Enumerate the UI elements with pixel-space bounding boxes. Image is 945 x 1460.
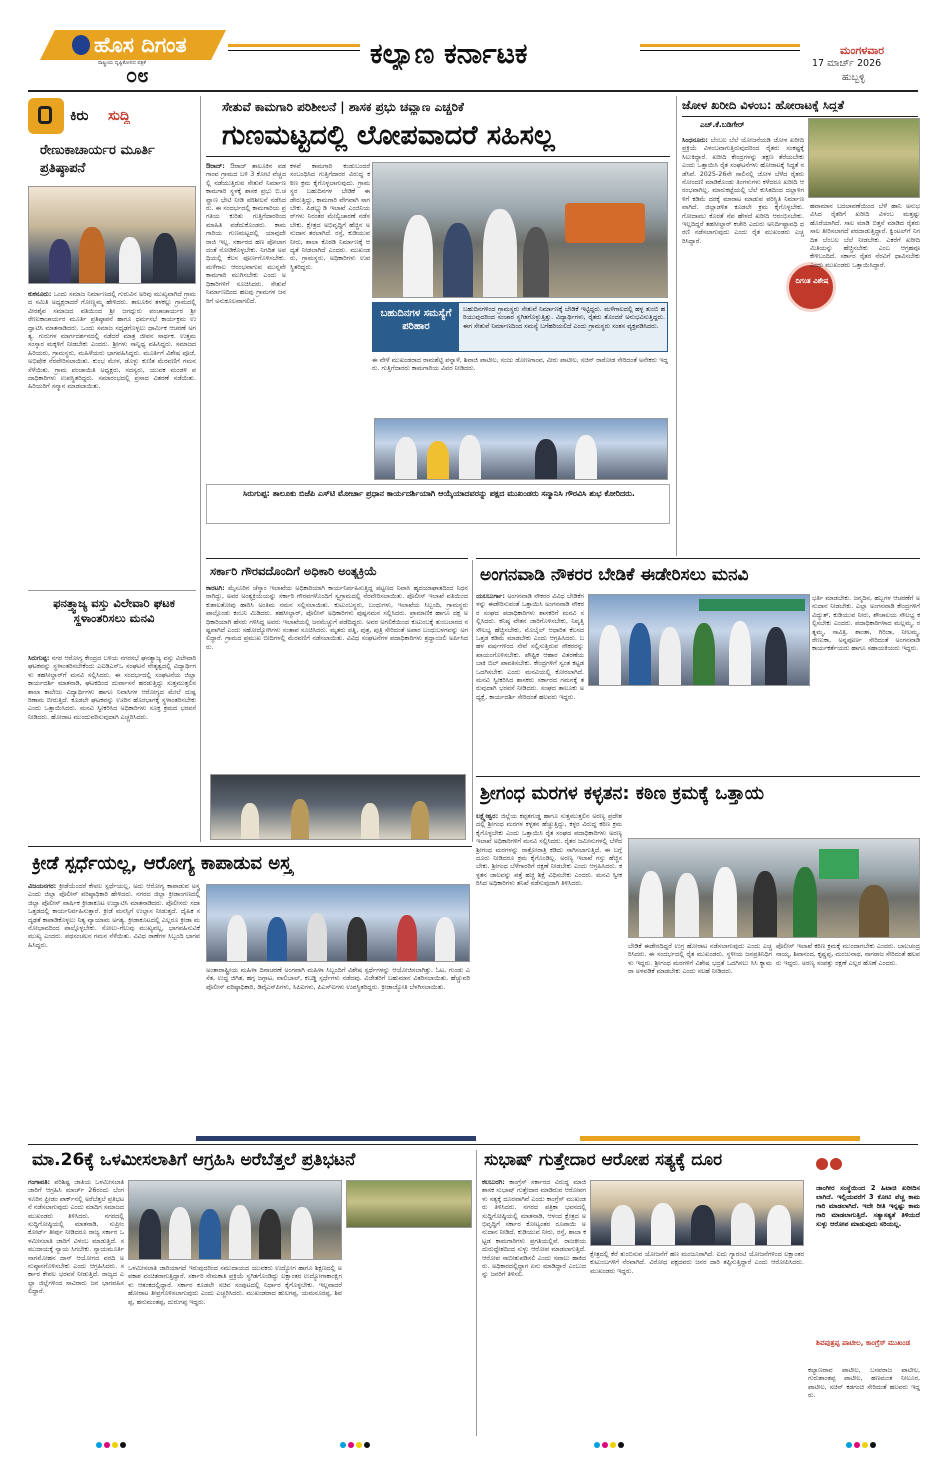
anganwadi-headline: ಅಂಗನವಾಡಿ ನೌಕರರ ಬೇಡಿಕೆ ಈಡೇರಿಸಲು ಮನವಿ <box>480 565 749 585</box>
registration-marks-center-left <box>340 1442 370 1448</box>
brief-label-post: ಸುದ್ದಿ <box>108 108 131 124</box>
subhash-body-col2: ಕ್ಷೇತ್ರದಲ್ಲಿ ಕೆರೆ ತುಂಬಿಸುವ ಯೋಜನೆಗೆ ಹಣ ಮಂಜೂರಾಗಿದೆ. ಐದು ಗ್ಯಾರಂಟಿ ಯೋಜನೆಗಳಿಂದ ಲಕ್ಷಾಂತರ ಕುಟುಂಬಗಳಿಗೆ ನೆರವಾಗಿದೆ. ವಿರೋಧ ಪಕ್ಷದವರು ಜನರ ದಾರಿ ತಪ್ಪಿಸುತ್ತಿದ್ದಾರೆ ಎಂದು ಆರೋಪಿಸಿದರು. ಮುಖಂಡರು ಇದ್ದರು. <box>590 1250 804 1275</box>
brief-headline: ರೇಣುಕಾಚಾರ್ಯರ ಮೂರ್ತಿ ಪ್ರತಿಷ್ಠಾಪನೆ <box>40 143 155 176</box>
sports-body-col2: ಅಂತಾರಾಷ್ಟ್ರೀಯ ಮಹಿಳಾ ದಿನಾಚರಣೆ ಅಂಗವಾಗಿ ಮಹಿಳಾ ಸಿಬ್ಬಂದಿಗೆ ವಿಶೇಷ ಸ್ಪರ್ಧೆಗಳನ್ನು ಆಯೋಜಿಸಲಾಗಿತ್ತು. ಓಟ, ಗುಂಡು ಎಸೆತ, ಉದ್ದ ಜಿಗಿತ, ಹಗ್ಗ ಜಗ್ಗಾಟ, ವಾಲಿಬಾಲ್, ಕಬಡ್ಡಿ ಸ್ಪರ್ಧೆಗಳು ನಡೆದವು. ವಿಜೇತರಿಗೆ ಬಹುಮಾನ ವಿತರಿಸಲಾಯಿತು. ಹೆಚ್ಚುವರಿ ಪೊಲೀಸ್ ವರಿಷ್ಠಾಧಿಕಾರಿ, ಡಿವೈಎಸ್‌ಪಿಗಳು, ಸಿಪಿಐಗಳು, ಪಿಎಸ್‌ಐಗಳು ಉಪಸ್ಥಿತರಿದ್ದರು. ಕ್ರೀಡಾಜ್ಯೋತಿ ಬೆಳಗಿಸಲಾಯಿತು. <box>206 966 470 991</box>
sports-body-text: ಕ್ರೀಡೆಯೆಂದರೆ ಕೇವಲ ಸ್ಪರ್ಧೆಯಲ್ಲ, ಅದು ಆರೋಗ್ಯ ಕಾಪಾಡುವ ಅಸ್ತ್ರ ಎಂದು ಜಿಲ್ಲಾ ಪೊಲೀಸ್ ವರಿಷ್ಠಾಧಿಕಾರಿ ಹೇಳಿದರು. ನಗರದ ಜಿಲ್ಲಾ ಕ್ರೀಡಾಂಗಣದಲ್ಲಿ ಜಿಲ್ಲಾ ಪೊಲೀಸ್ ವಾರ್ಷಿಕ ಕ್ರೀಡಾಕೂಟ ಉದ್ಘಾಟಿಸಿ ಮಾತನಾಡಿದರು. ಪೊಲೀಸರು ಸದಾ ಒತ್ತಡದಲ್ಲಿ ಕಾರ್ಯನಿರ್ವಹಿಸುತ್ತಾರೆ. ಕ್ರೀಡೆ ಮನಸ್ಸಿಗೆ ಉಲ್ಲಾಸ ನೀಡುತ್ತದೆ. ದೈಹಿಕ ಸದೃಢತೆ ಕಾಪಾಡಿಕೊಳ್ಳಲು ನಿತ್ಯ ವ್ಯಾಯಾಮ ಅಗತ್ಯ. ಕ್ರೀಡಾಕೂಟದಲ್ಲಿ ಎಲ್ಲರೂ ಕ್ರೀಡಾ ಮನೋಭಾವದಿಂದ ಪಾಲ್ಗೊಳ್ಳಬೇಕು. ಸೋಲು-ಗೆಲುವು ಮುಖ್ಯವಲ್ಲ, ಭಾಗವಹಿಸುವಿಕೆ ಮುಖ್ಯ ಎಂದರು. ಪಥಸಂಚಲನ ಗಮನ ಸೆಳೆಯಿತು. ವಿವಿಧ ಠಾಣೆಗಳ ಸಿಬ್ಬಂದಿ ಭಾಗವಹಿಸಿದ್ದರು. <box>28 882 200 949</box>
issue-date: 17 ಮಾರ್ಚ್ 2026 <box>812 58 882 69</box>
officer-body-text: ಮೈಸೂರಿನ ಚೆಸ್ಕಾಂ ಇಲಾಖೆಯ ಅಧಿಕಾರಿಯಾಗಿ ಕಾರ್ಯನಿರ್ವಹಿಸುತ್ತಿದ್ದ ಪಟ್ಟಣದ ನಿವಾಸಿ ಹೃದಯಾಘಾತದಿಂದ ನಿಧನರಾಗಿದ್ದು, ಅವರ ಅಂತ್ಯಕ್ರಿಯೆಯನ್ನು ಸರ್ಕಾರಿ ಗೌರವಗಳೊಂದಿಗೆ ಸ್ವಗ್ರಾಮದಲ್ಲಿ ನೆರವೇರಿಸಲಾಯಿತು. ಪೊಲೀಸ್ ಇಲಾಖೆ ವತಿಯಿಂದ ಕುಶಾಲತೋಪು ಹಾರಿಸಿ ಅಂತಿಮ ನಮನ ಸಲ್ಲಿಸಲಾಯಿತು. ಕುಟುಂಬಸ್ಥರು, ಬಂಧುಗಳು, ಇಲಾಖೆಯ ಸಿಬ್ಬಂದಿ, ಗ್ರಾಮಸ್ಥರು ಪಾಲ್ಗೊಂಡು ಕಂಬನಿ ಮಿಡಿದರು. ತಹಸೀಲ್ದಾರ್, ಪೊಲೀಸ್ ಅಧಿಕಾರಿಗಳು ಪುಷ್ಪನಮನ ಸಲ್ಲಿಸಿದರು. ಪ್ರಾಮಾಣಿಕ ಹಾಗೂ ದಕ್ಷ ಅಧಿಕಾರಿಯಾಗಿ ಹೆಸರು ಗಳಿಸಿದ್ದ ಅವರು ಇಲಾಖೆಯಲ್ಲಿ ಜನಮೆಚ್ಚುಗೆ ಪಡೆದಿದ್ದರು. ಅವರ ಅಗಲಿಕೆಯಿಂದ ಕುಟುಂಬಕ್ಕೆ ತುಂಬಲಾರದ ನಷ್ಟವಾಗಿದೆ ಎಂದು ಸಹೋದ್ಯೋಗಿಗಳು ಸಂತಾಪ ಸೂಚಿಸಿದರು. ಮೃತರು ಪತ್ನಿ, ಪುತ್ರ, ಪುತ್ರಿ ಸೇರಿದಂತೆ ಅಪಾರ ಬಂಧುಬಳಗವನ್ನು ಅಗಲಿದ್ದಾರೆ. ಗ್ರಾಮದ ಪ್ರಮುಖ ಬೀದಿಗಳಲ್ಲಿ ಮೆರವಣಿಗೆ ನಡೆಸಲಾಯಿತು. ವಿವಿಧ ಸಂಘಟನೆಗಳ ಪದಾಧಿಕಾರಿಗಳು ಶ್ರದ್ಧಾಂಜಲಿ ಅರ್ಪಿಸಿದರು. <box>206 584 468 651</box>
sandalwood-headline: ಶ್ರೀಗಂಧ ಮರಗಳ ಕಳ್ಳತನ: ಕಠಿಣ ಕ್ರಮಕ್ಕೆ ಒತ್ತಾಯ <box>480 783 765 804</box>
lead-body-1: ಔರಾದ್ ತಾಲೂಕಿನ ವಡಗಾಂವ ಗ್ರಾಮದ ಬಳಿ 3 ಕೋಟಿ ವೆಚ್ಚದಲ್ಲಿ ನಡೆಯುತ್ತಿರುವ ಸೇತುವೆ ನಿರ್ಮಾಣ ಕಾಮಗಾರಿ ಸ್ಥಳಕ್ಕೆ ಶಾಸಕ ಪ್ರಭು ಬಿ.ಚವ್ಹಾಣ ಭೇಟಿ ನೀಡಿ ಪರಿಶೀಲನೆ ನಡೆಸಿದರು. ಈ ಸಂದರ್ಭದಲ್ಲಿ ಕಾಮಗಾರಿಯ ಪ್ರಗತಿಯ ಕುರಿತು ಗುತ್ತಿಗೆದಾರರಿಂದ ಮಾಹಿತಿ ಪಡೆದುಕೊಂಡರು. ಕಾಮಗಾರಿಯ ಗುಣಮಟ್ಟದಲ್ಲಿ ಯಾವುದೇ ರಾಜಿ ಇಲ್ಲ. ಸರ್ಕಾರದ ಹಣ ಪೋಲಾಗದಂತೆ ನೋಡಿಕೊಳ್ಳಬೇಕು. ನಿಗದಿತ ಅವಧಿಯಲ್ಲಿ ಕೆಲಸ ಪೂರ್ಣಗೊಳಿಸಬೇಕು. ಮಳೆಗಾಲ ಆರಂಭವಾಗುವ ಮುನ್ನವೇ ಕಾಮಗಾರಿ ಮುಗಿಸಬೇಕು ಎಂದು ಅಧಿಕಾರಿಗಳಿಗೆ ಸೂಚಿಸಿದರು. ಸೇತುವೆ ನಿರ್ಮಾಣದಿಂದ ಹಲವು ಗ್ರಾಮಗಳ ಜನರಿಗೆ ಅನುಕೂಲವಾಗಲಿದೆ. <box>206 162 286 305</box>
masthead-right-rule <box>640 44 800 47</box>
brief2-text: ನಗರ ಆರೋಗ್ಯ ಕೇಂದ್ರದ ಬಳಿಯ ನಗರಸಭೆ ಘನತ್ಯಾಜ್ಯ ವಸ್ತು ವಿಲೇವಾರಿ ಘಟಕವನ್ನು ಸ್ಥಳಾಂತರಿಸಬೇಕೆಂದು ಎಐಡಿಎಸ್‌ಒ ಸಂಘಟನೆ ನೇತೃತ್ವದಲ್ಲಿ ವಿದ್ಯಾರ್ಥಿಗಳು ತಹಸೀಲ್ದಾರ್‌ಗೆ ಮನವಿ ಸಲ್ಲಿಸಿದರು. ಈ ಸಂದರ್ಭದಲ್ಲಿ ಸಂಘಟನೆಯ ಜಿಲ್ಲಾ ಕಾರ್ಯದರ್ಶಿ ಮಾತನಾಡಿ, ಘಟಕದಿಂದ ದುರ್ವಾಸನೆ ಹರಡುತ್ತಿದ್ದು ಸುತ್ತಮುತ್ತಲಿನ ಶಾಲಾ ಕಾಲೇಜು ವಿದ್ಯಾರ್ಥಿಗಳು ಹಾಗೂ ನಿವಾಸಿಗಳ ಆರೋಗ್ಯದ ಮೇಲೆ ದುಷ್ಪರಿಣಾಮ ಬೀರುತ್ತಿದೆ. ಕೂಡಲೇ ಘಟಕವನ್ನು ಊರಿನ ಹೊರಭಾಗಕ್ಕೆ ಸ್ಥಳಾಂತರಿಸಬೇಕು ಎಂದು ಒತ್ತಾಯಿಸಿದರು. ಮನವಿ ಸ್ವೀಕರಿಸಿದ ಅಧಿಕಾರಿಗಳು ಸೂಕ್ತ ಕ್ರಮದ ಭರವಸೆ ನೀಡಿದರು. ಹೋರಾಟ ಮುಂದುವರಿಸುವುದಾಗಿ ಎಚ್ಚರಿಸಿದರು. <box>28 654 196 721</box>
masthead-left-rule <box>228 44 360 47</box>
bottom-accent-left <box>196 1136 476 1141</box>
reservation-body <box>28 1178 124 1436</box>
reservation-side-photo <box>346 1180 472 1228</box>
registration-marks-left <box>96 1442 126 1448</box>
brief2-headline: ಫನತ್ತ್ವಾಜ್ಯ ವಸ್ತು ವಿಲೇವಾರಿ ಘಟಕ ಸ್ಥಳಾಂತರಿಸಲು ಮನವಿ <box>53 596 175 625</box>
lead-body-col2: ಕಳಪೆ ಕಾಮಗಾರಿ ಕಂಡುಬಂದರೆ ಸಂಬಂಧಿಸಿದ ಗುತ್ತಿಗೆದಾರರ ವಿರುದ್ಧ ಕಠಿಣ ಕ್ರಮ ಕೈಗೊಳ್ಳಲಾಗುವುದು. ಗ್ರಾಮಸ್ಥರ ಬಹುದಿನಗಳ ಬೇಡಿಕೆ ಈಡೇರುತ್ತಿದ್ದು, ಕಾಮಗಾರಿ ವೇಗವಾಗಿ ಸಾಗಬೇಕು. ಪಿಡಬ್ಲ್ಯುಡಿ ಇಲಾಖೆ ಎಂಜಿನಿಯರ್‌ಗಳು ನಿರಂತರ ಮೇಲ್ವಿಚಾರಣೆ ನಡೆಸಬೇಕು. ಕ್ಷೇತ್ರದ ಅಭಿವೃದ್ಧಿಗೆ ಹೆಚ್ಚಿನ ಅನುದಾನ ತರಲಾಗಿದೆ. ರಸ್ತೆ, ಕುಡಿಯುವ ನೀರು, ಶಾಲಾ ಕೊಠಡಿ ನಿರ್ಮಾಣಕ್ಕೆ ಆದ್ಯತೆ ನೀಡಲಾಗಿದೆ ಎಂದರು. ಮುಖಂಡರು, ಗ್ರಾಮಸ್ಥರು, ಅಧಿಕಾರಿಗಳು ಉಪಸ್ಥಿತರಿದ್ದರು. <box>290 162 370 271</box>
lead-kicker: ಸೇತುವೆ ಕಾಮಗಾರಿ ಪರಿಶೀಲನೆ | ಶಾಸಕ ಪ್ರಭು ಚವ್ಹಾಣ ಎಚ್ಚರಿಕೆ <box>222 100 464 114</box>
lead-headline: ಗುಣಮಟ್ಟದಲ್ಲಿ ಲೋಪವಾದರೆ ಸಹಿಸಲ್ಲ <box>222 120 555 151</box>
sandalwood-body-col2: ಬೇಡಿಕೆ ಈಡೇರದಿದ್ದರೆ ಉಗ್ರ ಹೋರಾಟ ನಡೆಸಲಾಗುವುದು ಎಂದು ಎಚ್ಚರಿಸಿದರು. ಈ ಸಂದರ್ಭದಲ್ಲಿ ರೈತ ಮುಖಂಡರು, ಸ್ಥಳೀಯ ಜನಪ್ರತಿನಿಧಿಗಳು ಇದ್ದರು. ಶ್ರೀಗಂಧ ಮರಗಳಿಗೆ ವಿಶೇಷ ಭದ್ರತೆ ಒದಗಿಸಲು ಸಿಸಿ ಕ್ಯಾಮರಾ ಅಳವಡಿಕೆ ಮಾಡಬೇಕು ಎಂದು ಸಲಹೆ ನೀಡಿದರು. <box>628 942 772 976</box>
sandalwood-photo <box>628 838 920 938</box>
officer-dateline: ಕಾರಟಗಿ: <box>206 584 225 592</box>
center-right-rule <box>676 96 677 556</box>
anganwadi-body-col2: ಭರ್ತಿ ಮಾಡಬೇಕು. ಜನ್ಮದಿನ, ಹಬ್ಬಗಳ ಆಚರಣೆಗೆ ಅನುದಾನ ನೀಡಬೇಕು. ಎಲ್ಲಾ ಅಂಗನವಾಡಿ ಕೇಂದ್ರಗಳಿಗೆ ವಿದ್ಯುತ್, ಕುಡಿಯುವ ನೀರು, ಶೌಚಾಲಯ ಸೌಲಭ್ಯ ಕಲ್ಪಿಸಬೇಕು ಎಂದರು. ಪದಾಧಿಕಾರಿಗಳಾದ ಮಲ್ಲಮ್ಮ, ರತ್ನಮ್ಮ, ಸಾವಿತ್ರಿ, ಶಾಂತಾ, ಗಿರಿಜಾ, ನೀಲಮ್ಮ, ರೇಣುಕಾ, ಅನ್ನಪೂರ್ಣ ಸೇರಿದಂತೆ ಅಂಗನವಾಡಿ ಕಾರ್ಯಕರ್ತೆಯರು ಹಾಗೂ ಸಹಾಯಕಿಯರು ಇದ್ದರು. <box>812 594 920 653</box>
sandalwood-body <box>476 812 622 1128</box>
lamp-icon <box>72 35 90 55</box>
lead-body-col1 <box>206 162 286 480</box>
jowar-byline: ಎಚ್.ಕೆ.ಬಡಿಗೇರ್ <box>700 120 745 129</box>
lead-inset-body: ಬಹುದಿನಗಳಿಂದ ಗ್ರಾಮಸ್ಥರು ಸೇತುವೆ ನಿರ್ಮಾಣಕ್ಕೆ ಬೇಡಿಕೆ ಇಟ್ಟಿದ್ದರು. ಮಳೆಗಾಲದಲ್ಲಿ ಹಳ್ಳ ತುಂಬಿ ಹರಿಯುವುದರಿಂದ ಸಂಚಾರ ಸ್ಥಗಿತಗೊಳ್ಳುತ್ತಿತ್ತು. ವಿದ್ಯಾರ್ಥಿಗಳು, ರೈತರು ತೊಂದರೆ ಅನುಭವಿಸುತ್ತಿದ್ದರು. ಈಗ ಸೇತುವೆ ನಿರ್ಮಾಣದಿಂದ ಸಮಸ್ಯೆ ಬಗೆಹರಿಯಲಿದೆ ಎಂದು ಗ್ರಾಮಸ್ಥರು ಸಂತಸ ವ್ಯಕ್ತಪಡಿಸಿದರು. <box>463 305 665 330</box>
reservation-body-text: ಪರಿಶಿಷ್ಟ ಜಾತಿಯ ಒಳಮೀಸಲಾತಿ ಜಾರಿಗೆ ಆಗ್ರಹಿಸಿ ಮಾರ್ಚ್ 26ರಂದು ಬೆಂಗಳೂರಿನ ಫ್ರೀಡಂ ಪಾರ್ಕ್‌ನಲ್ಲಿ ಅರೆಬೆತ್ತಲೆ ಪ್ರತಿಭಟನೆ ನಡೆಸಲಾಗುವುದು ಎಂದು ಮಾದಿಗ ಸಮಾಜದ ಮುಖಂಡರು ತಿಳಿಸಿದರು. ನಗರದಲ್ಲಿ ಸುದ್ದಿಗೋಷ್ಠಿಯಲ್ಲಿ ಮಾತನಾಡಿ, ಸುಪ್ರೀಂ ಕೋರ್ಟ್ ತೀರ್ಪು ನೀಡಿದರೂ ರಾಜ್ಯ ಸರ್ಕಾರ ಒಳಮೀಸಲಾತಿ ಜಾರಿಗೆ ವಿಳಂಬ ಮಾಡುತ್ತಿದೆ. ಸಮುದಾಯಕ್ಕೆ ನ್ಯಾಯ ಸಿಗಬೇಕು. ನ್ಯಾಯಮೂರ್ತಿ ನಾಗಮೋಹನ ದಾಸ್ ಆಯೋಗದ ವರದಿ ಅನುಷ್ಠಾನಗೊಳಿಸಬೇಕು ಎಂದು ಆಗ್ರಹಿಸಿದರು. ಸರ್ಕಾರ ಕೇವಲ ಭರವಸೆ ನೀಡುತ್ತಿದೆ. ರಾಜ್ಯದ ಎಲ್ಲಾ ಜಿಲ್ಲೆಗಳಿಂದ ಸಾವಿರಾರು ಜನ ಭಾಗವಹಿಸಲಿದ್ದಾರೆ. <box>28 1178 124 1296</box>
brief-label-block <box>28 96 198 136</box>
jowar-body-col2: ಹವಾಮಾನ ಬದಲಾವಣೆಯಿಂದ ಬೆಳೆ ಹಾನಿ ಅನುಭವಿಸಿದ ರೈತರಿಗೆ ಖರೀದಿ ವಿಳಂಬ ಮತ್ತಷ್ಟು ಹೊರೆಯಾಗಿದೆ. ಸಾಲ ಮಾಡಿ ಬಿತ್ತನೆ ಮಾಡಿದ ರೈತರು ಸಾಲ ತೀರಿಸಲಾಗದೆ ಪರದಾಡುತ್ತಿದ್ದಾರೆ. ಕ್ವಿಂಟಲ್‌ಗೆ ನಿಗದಿತ ಬೆಂಬಲ ಬೆಲೆ ನೀಡಬೇಕು. ಎಕರೆಗೆ ಖರೀದಿ ಮಿತಿಯನ್ನು ಹೆಚ್ಚಿಸಬೇಕು ಎಂಬ ಆಗ್ರಹವೂ ಕೇಳಿಬಂದಿದೆ. ಸರ್ಕಾರ ರೈತರ ನೆರವಿಗೆ ಧಾವಿಸಬೇಕು ಎಂದು ಮುಖಂಡರು ಒತ್ತಾಯಿಸಿದ್ದಾರೆ. <box>810 202 920 269</box>
officer-photo <box>210 774 466 840</box>
sports-dateline: ವಿಜಯನಗರ: <box>28 882 57 890</box>
masthead-tagline: ರಾಷ್ಟ್ರೀಯ ದೃಷ್ಟಿಕೋನದ ಪತ್ರಿಕೆ <box>98 60 146 66</box>
reservation-body-col2: ಒಳಮೀಸಲಾತಿ ಜಾರಿಯಾಗದೆ ಇರುವುದರಿಂದ ಸಮುದಾಯದ ಯುವಕರು ಉದ್ಯೋಗ ಹಾಗೂ ಶಿಕ್ಷಣದಲ್ಲಿ ಅವಕಾಶ ವಂಚಿತರಾಗುತ್ತಿದ್ದಾರೆ. ಸರ್ಕಾರಿ ನೇಮಕಾತಿ ಪ್ರಕ್ರಿಯೆ ಸ್ಥಗಿತಗೊಂಡಿದ್ದು ಲಕ್ಷಾಂತರ ಉದ್ಯೋಗಾಕಾಂಕ್ಷಿಗಳು ಆತಂಕದಲ್ಲಿದ್ದಾರೆ. ಸರ್ಕಾರ ಕೂಡಲೇ ಸಚಿವ ಸಂಪುಟದಲ್ಲಿ ನಿರ್ಧಾರ ಕೈಗೊಳ್ಳಬೇಕು. ಇಲ್ಲವಾದರೆ ಹೋರಾಟ ತೀವ್ರಗೊಳಿಸಲಾಗುವುದು ಎಂದು ಎಚ್ಚರಿಸಿದರು. ಮುಖಂಡರಾದ ಹುಲಗಪ್ಪ, ಯಮನೂರಪ್ಪ, ಶಿವಪ್ಪ, ಹನುಮಂತಪ್ಪ, ದುರುಗಪ್ಪ ಇದ್ದರು. <box>128 1264 342 1306</box>
masthead-bottom-rule <box>28 90 918 92</box>
masthead-right-rule-2 <box>640 50 800 51</box>
quote-icon <box>816 1158 844 1180</box>
sports-photo <box>206 884 470 962</box>
masthead-logo-block <box>28 30 228 86</box>
sandalwood-body-col3: ಪೊಲೀಸ್ ಇಲಾಖೆ ಕಠಿಣ ಕ್ರಮಕ್ಕೆ ಮುಂದಾಗಬೇಕು ಎಂದರು. ಬಾಲಚಂದ್ರ ನಾಯ್ಕ, ಶಿವಾನಂದ, ಕೃಷ್ಣಪ್ಪ, ಮಂಜುನಾಥ, ನಾಗರಾಜ ಸೇರಿದಂತೆ ಹಲವರು ಇದ್ದರು. ಅರಣ್ಯ ಸಂಪತ್ತು ರಕ್ಷಣೆ ಎಲ್ಲರ ಹೊಣೆ ಎಂದರು. <box>776 942 920 967</box>
lead-inset-title-box <box>372 302 458 352</box>
officer-body <box>206 584 468 770</box>
brief-photo <box>28 186 196 284</box>
anganwadi-top-rule <box>476 558 920 559</box>
lead-body-col3: ಈ ವೇಳೆ ಮುಖಂಡರಾದ ರಾಮಶೆಟ್ಟಿ ಪನ್ನಾಳೆ, ಶಿವಾಜಿ ಪಾಟೀಲ, ಸಂಜು ಡೋಣಗಾಂವ, ವೀರು ಪಾಟೀಲ, ಸಚಿನ್ ರಾಠೋಡ ಸೇರಿದಂತೆ ಅನೇಕರು ಇದ್ದರು. ಗುತ್ತಿಗೆದಾರರು ಕಾಮಗಾರಿಯ ವಿವರ ನೀಡಿದರು. <box>372 356 668 373</box>
masthead <box>0 0 945 92</box>
section-title: ಕಲ್ಯಾಣ ಕರ್ನಾಟಕ <box>370 38 528 70</box>
excavator-shape <box>565 203 645 243</box>
lead-caption: ಸಿರುಗುಪ್ಪ: ತಾಲೂಕು ಬಿಜೆಪಿ ಎಸ್‌ಟಿ ಮೋರ್ಚಾ ಪ್ರಧಾನ ಕಾರ್ಯದರ್ಶಿಯಾಗಿ ಆಯ್ಕೆಯಾದವರನ್ನು ಪಕ್ಷದ ಮುಖಂಡರು ಸನ್ಮಾನಿಸಿ ಗೌರವಿಸಿ ಶುಭ ಕೋರಿದರು. <box>243 489 635 498</box>
anganwadi-body <box>476 592 584 788</box>
lead-caption-box <box>206 484 670 524</box>
subhash-quote-name: ಶಿವಪುತ್ರಪ್ಪ ಪಾಟೀಲ, ಕಾಂಗ್ರೆಸ್ ಮುಖಂಡ <box>816 1338 911 1347</box>
subhash-photo <box>590 1180 804 1246</box>
lead-inset-title: ಬಹುದಿನಗಳ ಸಮಸ್ಯೆಗೆ ಪರಿಹಾರ <box>380 308 452 332</box>
subhash-body-col3: ಕಲ್ಯಾಣರಾವ ಪಾಟೀಲ, ಬಸವರಾಜ ಪಾಟೀಲ, ಗುರುಶಾಂತಪ್ಪ ಪಾಟೀಲ, ಹಣಮಂತ ನೀಲೂರ, ಪಾಟೀಲ, ಸಚಿನ್ ಕಡಗಂಚಿ ಸೇರಿದಂತೆ ಹಲವರು ಇದ್ದರು. <box>808 1366 920 1400</box>
brief-label-pre: ಕಿರು <box>70 108 89 124</box>
masthead-logo-text: ಹೊಸ ದಿಗಂತ <box>94 33 187 57</box>
anganwadi-photo <box>588 594 810 686</box>
brief-body <box>28 290 196 586</box>
caption-photo <box>374 418 668 480</box>
left-column-rule <box>200 96 201 842</box>
anganwadi-body-text: ಅಂಗನವಾಡಿ ನೌಕರರ ವಿವಿಧ ಬೇಡಿಕೆಗಳನ್ನು ಈಡೇರಿಸುವಂತೆ ಒತ್ತಾಯಿಸಿ ಅಂಗನವಾಡಿ ನೌಕರರ ಸಂಘದ ಪದಾಧಿಕಾರಿಗಳು ಶಾಸಕರಿಗೆ ಮನವಿ ಸಲ್ಲಿಸಿದರು. ಕನಿಷ್ಠ ವೇತನ ಜಾರಿಗೊಳಿಸಬೇಕು, ನಿವೃತ್ತಿ ಸೌಲಭ್ಯ ಹೆಚ್ಚಿಸಬೇಕು, ಮೊಬೈಲ್ ಆಧಾರಿತ ಕೆಲಸದ ಒತ್ತಡ ಕಡಿಮೆ ಮಾಡಬೇಕು ಎಂದು ಆಗ್ರಹಿಸಿದರು. ಬಹಳ ವರ್ಷಗಳಿಂದ ಸೇವೆ ಸಲ್ಲಿಸುತ್ತಿರುವ ನೌಕರರನ್ನು ಖಾಯಂಗೊಳಿಸಬೇಕು. ಪೌಷ್ಟಿಕ ಆಹಾರ ವಿತರಣೆಯ ಬಾಕಿ ಬಿಲ್ ಪಾವತಿಸಬೇಕು. ಕೇಂದ್ರಗಳಿಗೆ ಸ್ವಂತ ಕಟ್ಟಡ ಒದಗಿಸಬೇಕು ಎಂದು ಮನವಿಯಲ್ಲಿ ಕೋರಲಾಗಿದೆ. ಮನವಿ ಸ್ವೀಕರಿಸಿದ ಶಾಸಕರು ಸರ್ಕಾರದ ಗಮನಕ್ಕೆ ತರುವುದಾಗಿ ಭರವಸೆ ನೀಡಿದರು. ಸಂಘದ ತಾಲೂಕು ಅಧ್ಯಕ್ಷೆ, ಕಾರ್ಯದರ್ಶಿ ಸೇರಿದಂತೆ ಹಲವರು ಇದ್ದರು. <box>476 592 584 701</box>
page-number: ೦೮ <box>126 64 149 86</box>
brief-dateline: ಕುಕನೂರು: <box>28 290 52 298</box>
brief2-dateline: ಸಿರುಗುಪ್ಪ: <box>28 654 50 662</box>
reservation-dateline: ಗಂಗಾವತಿ: <box>28 1178 51 1186</box>
hand-glyph <box>38 106 52 124</box>
banner-shape <box>699 599 805 611</box>
subhash-headline: ಸುಭಾಷ್ ಗುತ್ತೇದಾರ ಆರೋಪ ಸತ್ಯಕ್ಕೆ ದೂರ <box>484 1150 723 1170</box>
brief-text: ಒಂದು ಸಮಾಜ ನಿರ್ಮಾಣದಲ್ಲಿ ಗುರುವಿನ ಅರಿವು ಮುಖ್ಯವಾಗಿದೆ ಗ್ರಾಮದ ಸಮಿತಿ ಅಧ್ಯಕ್ಷರಾದರೆ ಗೋಣ್ಣಮ್ಮ ಹೇಳಿದರು. ತಾಲೂಕಿನ ತಳಕಲ್ಲು ಗ್ರಾಮದಲ್ಲಿ ವೀರಶೈವ ಸಮಾಜದ ವತಿಯಿಂದ ಶ್ರೀ ಜಗದ್ಗುರು ಪಂಚಾಚಾರ್ಯರ ಶ್ರೀ ರೇಣುಕಾಚಾರ್ಯರ ಮೂರ್ತಿ ಪ್ರತಿಷ್ಠಾಪನೆ ಹಾಗೂ ಧರ್ಮಸಭೆ ಕಾರ್ಯಕ್ರಮ ಉದ್ಘಾಟಿಸಿ ಮಾತನಾಡಿದರು. ಒಂದು ಸಮಾಜ ಸಧೃಢಗೊಳ್ಳಲು ಧಾರ್ಮಿಕ ಆಚರಣೆ ಅಗತ್ಯ. ಗುರುಗಳ ಮಾರ್ಗದರ್ಶನದಲ್ಲಿ ನಡೆದರೆ ಮಾತ್ರ ಜೀವನ ಸಾರ್ಥಕ. ಉತ್ತಮ ಸಂಸ್ಕಾರ ಮಕ್ಕಳಿಗೆ ನೀಡಬೇಕು ಎಂದರು. ಶ್ರೀಗಳು ಸಾನ್ನಿಧ್ಯ ವಹಿಸಿದ್ದರು. ಸಮಾಜದ ಹಿರಿಯರು, ಗ್ರಾಮಸ್ಥರು, ಮಹಿಳೆಯರು ಭಾಗವಹಿಸಿದ್ದರು. ಮೂರ್ತಿಗೆ ವಿಶೇಷ ಪೂಜೆ, ಅಭಿಷೇಕ ನೆರವೇರಿಸಲಾಯಿತು. ಕುಂಭ ಮೇಳ, ಡೊಳ್ಳು ಕುಣಿತ ಮೆರವಣಿಗೆ ಗಮನ ಸೆಳೆಯಿತು. ಗ್ರಾಮ ಪಂಚಾಯಿತಿ ಅಧ್ಯಕ್ಷರು, ಸದಸ್ಯರು, ಯುವಕ ಮಂಡಳಿ ಪದಾಧಿಕಾರಿಗಳು ಉಪಸ್ಥಿತರಿದ್ದರು. ಸಮಾರಂಭದಲ್ಲಿ ಪ್ರಸಾದ ವಿತರಣೆ ನಡೆಯಿತು. ಹಿರಿಯರಿಗೆ ಸನ್ಮಾನ ಮಾಡಲಾಯಿತು. <box>28 290 196 391</box>
subhash-dateline: ಕಲಬುರಗಿ: <box>482 1178 505 1186</box>
jowar-body-text: ಬೆಂಬಲ ಬೆಲೆ ಯೋಜನೆಯಡಿ ಜೋಳ ಖರೀದಿ ಪ್ರಕ್ರಿಯೆ ವಿಳಂಬವಾಗುತ್ತಿರುವುದರಿಂದ ರೈತರು ಸಂಕಷ್ಟಕ್ಕೆ ಸಿಲುಕಿದ್ದಾರೆ. ಖರೀದಿ ಕೇಂದ್ರಗಳನ್ನು ತಕ್ಷಣ ತೆರೆಯಬೇಕು ಎಂದು ಒತ್ತಾಯಿಸಿ ರೈತ ಸಂಘಟನೆಗಳು ಹೋರಾಟಕ್ಕೆ ಸಿದ್ಧತೆ ನಡೆಸಿವೆ. 2025-26ನೇ ಸಾಲಿನಲ್ಲಿ ಜೋಳ ಬೆಳೆದ ರೈತರು ನೋಂದಣಿ ಮಾಡಿಕೊಂಡು ತಿಂಗಳುಗಳು ಕಳೆದರೂ ಖರೀದಿ ಆರಂಭವಾಗಿಲ್ಲ. ಮಾರುಕಟ್ಟೆಯಲ್ಲಿ ಬೆಲೆ ಕುಸಿತದಿಂದ ದಲ್ಲಾಳಿಗಳಿಗೆ ಕಡಿಮೆ ದರಕ್ಕೆ ಮಾರಾಟ ಮಾಡುವ ಪರಿಸ್ಥಿತಿ ನಿರ್ಮಾಣವಾಗಿದೆ. ಜಿಲ್ಲಾಡಳಿತ ಕೂಡಲೇ ಕ್ರಮ ಕೈಗೊಳ್ಳಬೇಕು. ಗೋದಾಮು ಕೊರತೆ ನೆಪ ಹೇಳದೆ ಖರೀದಿ ಆರಂಭಿಸಬೇಕು. ಇಲ್ಲದಿದ್ದರೆ ತಹಸೀಲ್ದಾರ್ ಕಚೇರಿ ಎದುರು ಅನಿರ್ದಿಷ್ಟಾವಧಿ ಧರಣಿ ನಡೆಸಲಾಗುವುದು ಎಂದು ರೈತ ಮುಖಂಡರು ಎಚ್ಚರಿಸಿದ್ದಾರೆ. <box>682 136 804 245</box>
subhash-body-text: ಕಾಂಗ್ರೆಸ್ ಸರ್ಕಾರದ ವಿರುದ್ಧ ಮಾಜಿ ಶಾಸಕ ಸುಭಾಷ್ ಗುತ್ತೇದಾರ ಮಾಡಿರುವ ಆರೋಪಗಳು ಸತ್ಯಕ್ಕೆ ದೂರವಾಗಿವೆ ಎಂದು ಕಾಂಗ್ರೆಸ್ ಮುಖಂಡರು ತಿಳಿಸಿದರು. ನಗರದ ಪತ್ರಿಕಾ ಭವನದಲ್ಲಿ ಸುದ್ದಿಗೋಷ್ಠಿಯಲ್ಲಿ ಮಾತನಾಡಿ, ಆಳಂದ ಕ್ಷೇತ್ರದ ಅಭಿವೃದ್ಧಿಗೆ ಸರ್ಕಾರ ಕೋಟ್ಯಂತರ ರೂಪಾಯಿ ಅನುದಾನ ನೀಡಿದೆ. ಕುಡಿಯುವ ನೀರು, ರಸ್ತೆ, ಶಾಲಾ ಕಟ್ಟಡ ಕಾಮಗಾರಿಗಳು ಪ್ರಗತಿಯಲ್ಲಿವೆ. ರಾಜಕೀಯ ದುರುದ್ದೇಶದಿಂದ ಸುಳ್ಳು ಆರೋಪ ಮಾಡಲಾಗುತ್ತಿದೆ. ಆರೋಪ ಸಾಬೀತುಪಡಿಸಲಿ ಎಂದು ಸವಾಲು ಹಾಕಿದರು. ಅಧಿಕಾರದಲ್ಲಿದ್ದಾಗ ಏನು ಮಾಡಿದ್ದಾರೆ ಎಂಬುದನ್ನು ಜನರಿಗೆ ತಿಳಿಸಲಿ. <box>482 1178 586 1279</box>
jowar-dateline: ಸಿಂಧನೂರು: <box>682 136 708 144</box>
sandalwood-dateline: ಲಕ್ಷ್ಮೇಶ್ವರ: <box>476 812 499 820</box>
sports-headline: ಕ್ರೀಡೆ ಸ್ಪರ್ಧೆಯಲ್ಲ, ಆರೋಗ್ಯ ಕಾಪಾಡುವ ಅಸ್ತ್ರ <box>32 853 292 874</box>
flag-shape <box>819 849 859 879</box>
subhash-quote: ಜಾಂಗೀರ ಸಂಸ್ಥೆಯಿಂದ 2 ಹಿಟಾಚಿ ಖರೀದಿಸಲಾಗಿದೆ. ಇಲ್ಲಿಯವರೆಗೆ 3 ಕೋಟಿ ವೆಚ್ಚ ಕಾಮಗಾರಿ ಮಾಡಲಾಗಿದೆ. ಇದೇ ರೀತಿ ಇನ್ನಷ್ಟು ಕಾಮಗಾರಿ ಮಾಡಲಾಗುತ್ತಿದೆ. ಸತ್ಯಾಸತ್ಯತೆ ತಿಳಿಯದೆ ಸುಳ್ಳು ಆರೋಪ ಮಾಡುವುದು ಸರಿಯಲ್ಲ. <box>816 1184 920 1228</box>
jowar-photo <box>808 118 920 198</box>
sports-top-rule <box>28 846 472 847</box>
reservation-headline: ಮಾ.26ಕ್ಕೆ ಒಳಮೀಸಲಾತಿಗೆ ಆಗ್ರಹಿಸಿ ಅರೆಬೆತ್ತಲೆ ಪ್ರತಿಭಟನೆ <box>32 1150 356 1170</box>
bottom-accent-right <box>580 1136 860 1141</box>
registration-marks-center-right <box>594 1442 624 1448</box>
reservation-photo <box>128 1180 342 1260</box>
pointing-hand-icon <box>28 98 64 134</box>
masthead-left-rule-2 <box>228 50 360 51</box>
sandalwood-body-text: ಜಿಲ್ಲೆಯ ಕಪ್ಪತಗುಡ್ಡ ಹಾಗೂ ಸುತ್ತಮುತ್ತಲಿನ ಅರಣ್ಯ ಪ್ರದೇಶದಲ್ಲಿ ಶ್ರೀಗಂಧ ಮರಗಳ ಕಳ್ಳತನ ಹೆಚ್ಚುತ್ತಿದ್ದು, ಕಳ್ಳರ ವಿರುದ್ಧ ಕಠಿಣ ಕ್ರಮ ಕೈಗೊಳ್ಳಬೇಕು ಎಂದು ಒತ್ತಾಯಿಸಿ ರೈತ ಸಂಘದ ಪದಾಧಿಕಾರಿಗಳು ಅರಣ್ಯ ಇಲಾಖೆ ಅಧಿಕಾರಿಗಳಿಗೆ ಮನವಿ ಸಲ್ಲಿಸಿದರು. ರೈತರ ಜಮೀನುಗಳಲ್ಲಿ ಬೆಳೆದ ಶ್ರೀಗಂಧ ಮರಗಳನ್ನು ರಾತ್ರೋರಾತ್ರಿ ಕಡಿದು ಸಾಗಿಸಲಾಗುತ್ತಿದೆ. ಈ ಬಗ್ಗೆ ದೂರು ನೀಡಿದರೂ ಕ್ರಮ ಕೈಗೊಂಡಿಲ್ಲ. ಅರಣ್ಯ ಇಲಾಖೆ ಗಸ್ತು ಹೆಚ್ಚಿಸಬೇಕು. ಶ್ರೀಗಂಧ ಬೆಳೆಗಾರರಿಗೆ ರಕ್ಷಣೆ ನೀಡಬೇಕು ಎಂದು ಆಗ್ರಹಿಸಿದರು. ಕಳ್ಳತನ ಜಾಲವನ್ನು ಪತ್ತೆ ಹಚ್ಚಿ ಶಿಕ್ಷೆ ವಿಧಿಸಬೇಕು ಎಂದರು. ಮನವಿ ಸ್ವೀಕರಿಸಿದ ಅಧಿಕಾರಿಗಳು ತನಿಖೆ ನಡೆಸುವುದಾಗಿ ತಿಳಿಸಿದರು. <box>476 812 622 888</box>
sandalwood-top-rule <box>476 776 920 777</box>
anganwadi-dateline: ಯಲಬುರ್ಗಾ: <box>476 592 505 600</box>
jowar-rule <box>682 116 918 117</box>
lead-inset-body-box <box>458 302 668 352</box>
jowar-headline: ಜೋಳ ಖರೀದಿ ವಿಳಂಬ: ಹೋರಾಟಕ್ಕೆ ಸಿದ್ಧತೆ <box>682 98 844 112</box>
bottom-middle-rule <box>476 1150 477 1436</box>
sports-body <box>28 882 200 1128</box>
brief-divider <box>28 590 196 591</box>
lead-dateline: ಔರಾದ್: <box>206 162 225 170</box>
issue-city: ಹುಬ್ಬಳ್ಳಿ <box>842 72 865 83</box>
brief2-body <box>28 654 196 840</box>
registration-marks-right <box>846 1442 876 1448</box>
officer-rule <box>472 560 473 842</box>
subhash-body <box>482 1178 586 1436</box>
lead-headline-rule <box>206 156 670 157</box>
bottom-separator <box>28 1144 918 1145</box>
jowar-badge-text: ದಿಗಂತ ವಿಶೇಷ <box>795 277 829 285</box>
lead-photo <box>372 162 668 298</box>
officer-top-rule <box>206 558 468 559</box>
jowar-body-col1 <box>682 136 804 554</box>
officer-headline: ಸರ್ಕಾರಿ ಗೌರವದೊಂದಿಗೆ ಅಧಿಕಾರಿ ಅಂತ್ಯಕ್ರಿಯೆ <box>210 564 378 578</box>
issue-day: ಮಂಗಳವಾರ <box>840 44 885 57</box>
